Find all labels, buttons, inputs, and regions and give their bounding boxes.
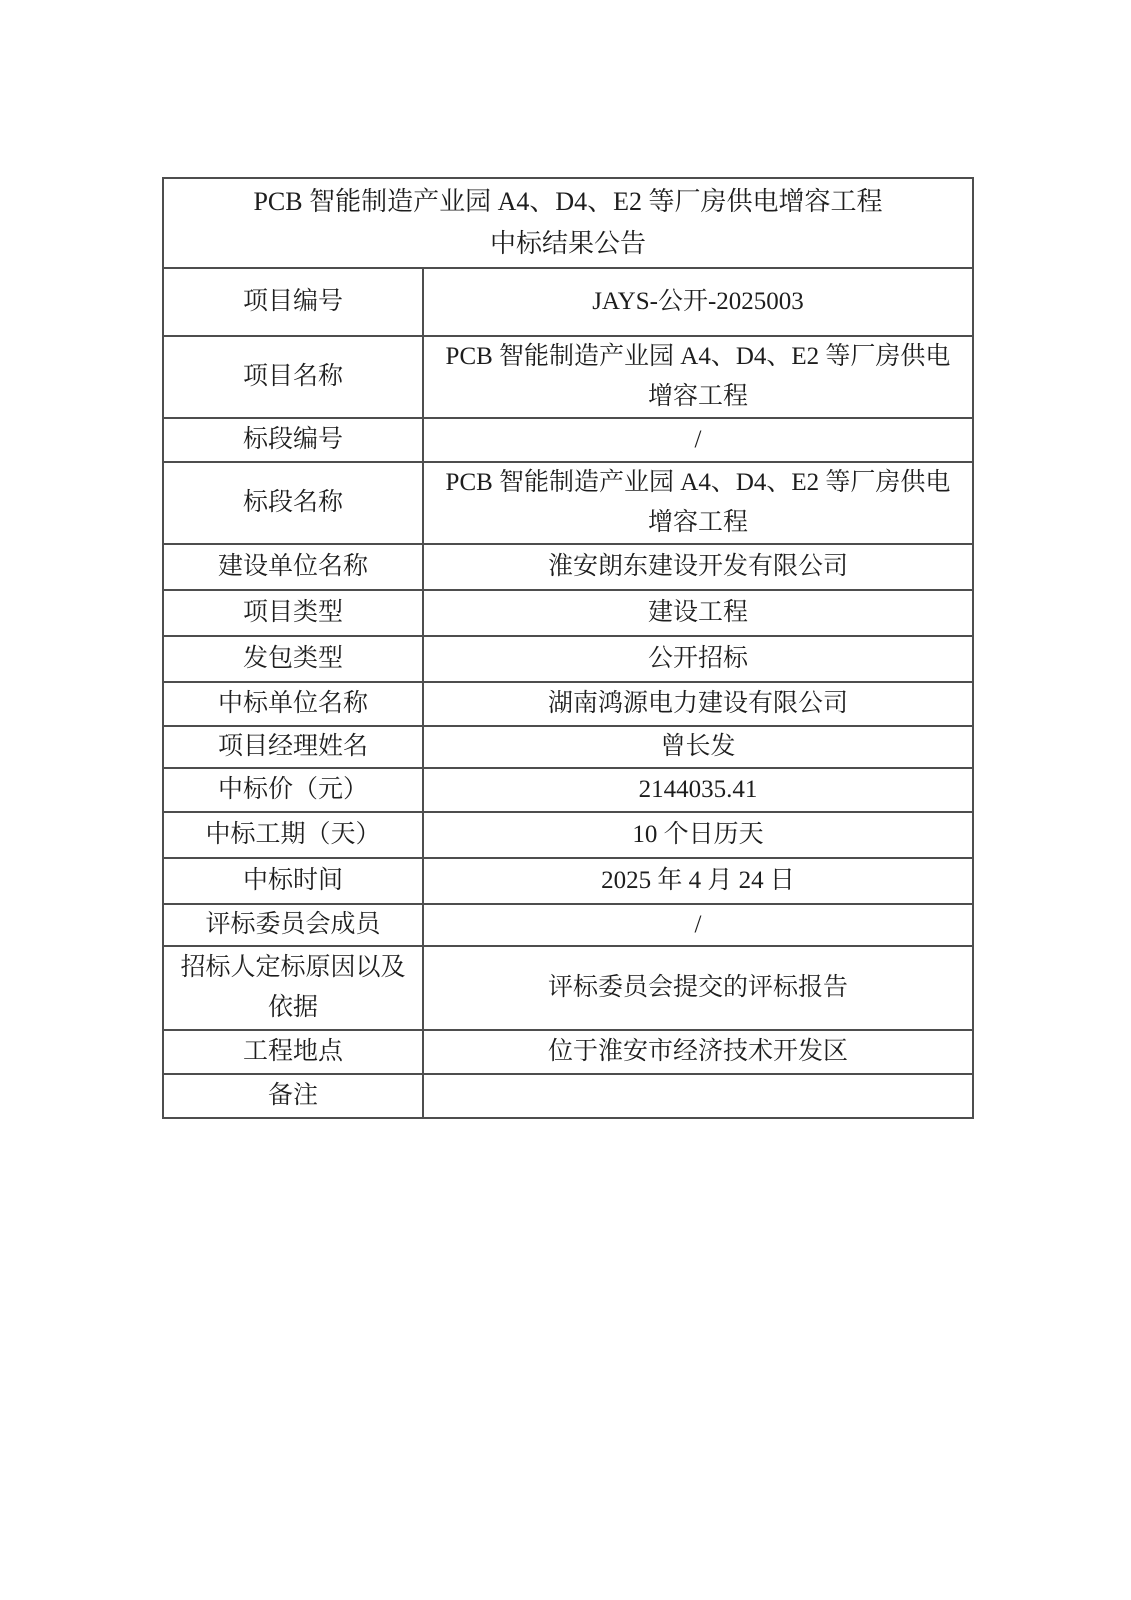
row-label: 项目编号 bbox=[163, 268, 423, 336]
row-value: 位于淮安市经济技术开发区 bbox=[423, 1030, 973, 1074]
table-row bbox=[163, 418, 973, 462]
table-row bbox=[163, 812, 973, 858]
row-label: 中标价（元） bbox=[163, 768, 423, 812]
row-value: PCB 智能制造产业园 A4、D4、E2 等厂房供电增容工程 bbox=[423, 336, 973, 418]
row-value: 曾长发 bbox=[423, 726, 973, 768]
table-row bbox=[163, 858, 973, 904]
row-label: 项目类型 bbox=[163, 590, 423, 636]
row-label: 项目名称 bbox=[163, 336, 423, 418]
table-row bbox=[163, 462, 973, 544]
table-row bbox=[163, 726, 973, 768]
row-label: 备注 bbox=[163, 1074, 423, 1118]
table-row bbox=[163, 946, 973, 1030]
row-label: 发包类型 bbox=[163, 636, 423, 682]
document-title-line-2: 中标结果公告 bbox=[489, 229, 646, 258]
row-value: 淮安朗东建设开发有限公司 bbox=[423, 544, 973, 590]
table-row bbox=[163, 904, 973, 946]
row-label: 招标人定标原因以及依据 bbox=[163, 946, 423, 1030]
document-title bbox=[163, 178, 973, 268]
table-row bbox=[163, 636, 973, 682]
row-label: 中标单位名称 bbox=[163, 682, 423, 726]
row-value: 评标委员会提交的评标报告 bbox=[423, 946, 973, 1030]
row-value: JAYS-公开-2025003 bbox=[423, 268, 973, 336]
row-value: 公开招标 bbox=[423, 636, 973, 682]
row-label: 中标工期（天） bbox=[163, 812, 423, 858]
table-row bbox=[163, 682, 973, 726]
row-value: PCB 智能制造产业园 A4、D4、E2 等厂房供电增容工程 bbox=[423, 462, 973, 544]
row-label: 评标委员会成员 bbox=[163, 904, 423, 946]
row-label: 项目经理姓名 bbox=[163, 726, 423, 768]
row-value: 2144035.41 bbox=[423, 768, 973, 812]
row-label: 标段名称 bbox=[163, 462, 423, 544]
table-row bbox=[163, 336, 973, 418]
title-row bbox=[163, 178, 973, 268]
row-value bbox=[423, 1074, 973, 1118]
table-row bbox=[163, 268, 973, 336]
row-value: 建设工程 bbox=[423, 590, 973, 636]
row-value: / bbox=[423, 418, 973, 462]
table-row bbox=[163, 768, 973, 812]
row-value: 2025 年 4 月 24 日 bbox=[423, 858, 973, 904]
document-title-line-1: PCB 智能制造产业园 A4、D4、E2 等厂房供电增容工程 bbox=[253, 187, 883, 216]
table-row bbox=[163, 1074, 973, 1118]
row-value: 10 个日历天 bbox=[423, 812, 973, 858]
row-label: 建设单位名称 bbox=[163, 544, 423, 590]
row-value: 湖南鸿源电力建设有限公司 bbox=[423, 682, 973, 726]
row-label: 标段编号 bbox=[163, 418, 423, 462]
row-value: / bbox=[423, 904, 973, 946]
table-row bbox=[163, 1030, 973, 1074]
table-row bbox=[163, 590, 973, 636]
row-label: 中标时间 bbox=[163, 858, 423, 904]
table-row bbox=[163, 544, 973, 590]
row-label: 工程地点 bbox=[163, 1030, 423, 1074]
bid-result-table bbox=[162, 177, 974, 1119]
bid-result-table-body bbox=[163, 178, 973, 1118]
